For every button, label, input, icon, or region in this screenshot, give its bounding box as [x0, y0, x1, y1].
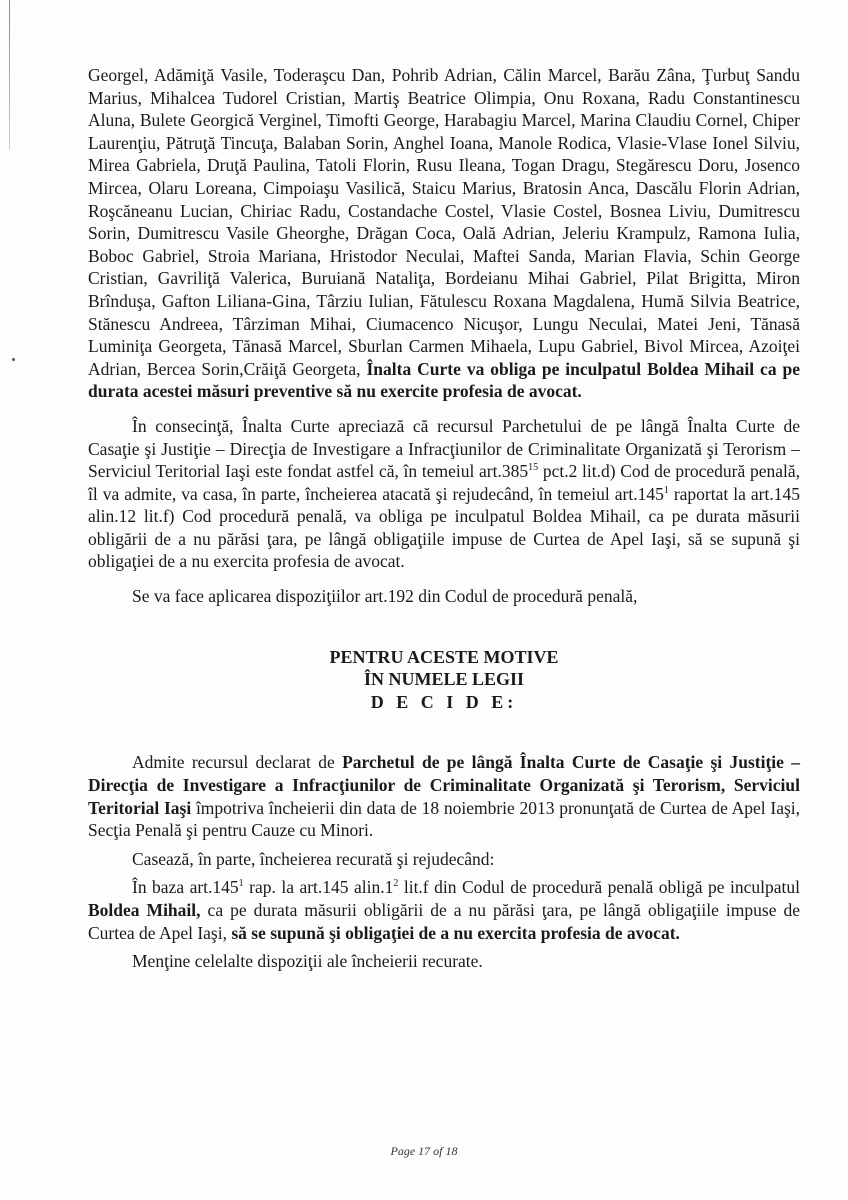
consequence-text-2: pct.2 lit.d) Cod de procedură penală, îl va admite, va casa, în parte, încheierea atacată şi rejudecând, în temeiul art.145	[88, 461, 801, 504]
names-list-text: Georgel, Adămiţă Vasile, Toderaşcu Dan, Pohrib Adrian, Călin Marcel, Barău Zâna, Ţurbuţ Sandu Marius, Mihalcea Tudorel Cristian, Martiş Beatrice Olimpia, Onu Roxana, Radu Constantinescu Aluna, Bulete Georgică Verginel, Timofti George, Harabagiu Marcel, Marina Claudiu Cornel, Chiper Laurenţiu, Pătruţă Tincuţa, Balaban Sorin, Anghel Ioana, Manole Rodica, Vlasie-Vlase Ionel Silviu, Mirea Gabriela, Druţă Paulina, Tatoli Florin, Rusu Ileana, Togan Dragu, Stegărescu Doru, Josenco Mircea, Olaru Loreana, Cimpoiaşu Vasilică, Staicu Marius, Bratosin Anca, Dascălu Florin Adrian, Roşcăneanu Lucian, Chiriac Radu, Costandache Costel, Vlasie Costel, Bosnea Liviu, Dumitrescu Sorin, Dumitrescu Vasile Gheorghe, Drăgan Coca, Oală Adrian, Jeleriu Krampulz, Ramona Iulia, Boboc Gabriel, Stroia Mariana, Hristodor Neculai, Maftei Sanda, Marian Flavia, Schin George Cristian, Gavriliţă Valerica, Buruiană Nataliţa, Bordeianu Mihai Gabriel, Pilat Brigitta, Miron Brînduşa, Gafton Liliana-Gina, Târziu Iulian, Fătulescu Roxana Magdalena, Humă Silvia Beatrice, Stănescu Andreea, Târziman Mihai, Ciumacenco Nicuşor, Lungu Neculai, Matei Jeni, Tănasă Luminiţa Georgeta, Tănasă Marcel, Sburlan Carmen Mihaela, Lupu Gabriel, Bivol Mircea, Azoiţei Adrian, Bercea Sorin,Crăiţă Georgeta,	[88, 65, 800, 379]
basis-text-3: lit.f din Codul de procedură penală obligă pe inculpatul	[398, 877, 800, 898]
basis-text-4: ca pe durata măsurii obligării de a nu părăsi ţara, pe lângă obligaţiile impuse de Curtea de Apel Iaşi,	[88, 900, 801, 943]
names-paragraph	[88, 64, 800, 403]
admit-text-2: împotriva încheierii din data de 18 noiembrie 2013 pronunţată de Curtea de Apel Iaşi, Secţia Penală şi pentru Cauze cu Minori.	[88, 797, 801, 841]
admit-paragraph	[88, 751, 800, 841]
basis-sup-2: 2	[393, 878, 399, 890]
consequence-sup-2: 1	[663, 484, 669, 496]
consequence-text-3: raportat la art.145 alin.12 lit.f) Cod procedură penală, va obliga pe inculpatul Boldea Mihail, ca pe durata măsurii obligării de a nu părăsi ţara, pe lângă obligaţiile impuse de Curtea de Apel Iaşi, să se supună şi obligaţiei de a nu exercita profesia de avocat.	[88, 483, 800, 572]
basis-paragraph	[88, 876, 800, 944]
admit-bold-prosecutor: Parchetul de pe lângă Înalta Curte de Casaţie şi Justiţie – Direcţia de Investigare a Infracţiunilor de Criminalitate Organizată şi Terorism, Serviciul Teritorial Iaşi	[88, 752, 800, 818]
admit-text-1: Admite recursul declarat de	[132, 752, 343, 773]
basis-bold-obligation: să se supună şi obligaţiei de a nu exercita profesia de avocat.	[231, 922, 680, 943]
basis-text-1: În baza art.145	[132, 877, 239, 898]
page-number-footer: Page 17 of 18	[390, 1144, 458, 1158]
heading-line-2: ÎN NUMELE LEGII	[363, 669, 525, 690]
basis-bold-defendant: Boldea Mihail,	[88, 900, 201, 920]
consequence-sup-1: 15	[528, 462, 539, 474]
consequence-text-1: În consecinţă, Înalta Curte apreciază că recursul Parchetului de pe lângă Înalta Curte de Casaţie şi Justiţie – Direcţia de Investigare a Infracţiunilor de Criminalitate Organizată şi Terorism – Serviciul Teritorial Iaşi este fondat astfel că, în temeiul art.385	[88, 415, 800, 482]
document-body	[88, 64, 800, 973]
consequence-paragraph	[88, 415, 800, 573]
maintain-paragraph: Menţine celelalte dispoziţii ale încheierii recurate.	[132, 951, 483, 972]
scan-mark	[12, 358, 15, 361]
heading-line-3: D E C I D E:	[370, 691, 518, 712]
heading-line-1: PENTRU ACESTE MOTIVE	[329, 646, 559, 667]
quash-paragraph: Casează, în parte, încheierea recurată şi rejudecând:	[132, 848, 495, 869]
decision-heading	[88, 646, 800, 714]
names-conclusion-bold: Înalta Curte va obliga pe inculpatul Boldea Mihail ca pe durata acestei măsuri preventive să nu exercite profesia de avocat.	[88, 358, 800, 402]
basis-sup-1: 1	[238, 878, 244, 890]
basis-text-2: rap. la art.145 alin.1	[243, 877, 394, 898]
scan-edge-line	[9, 0, 10, 150]
application-paragraph: Se va face aplicarea dispoziţiilor art.192 din Codul de procedură penală,	[132, 586, 638, 607]
